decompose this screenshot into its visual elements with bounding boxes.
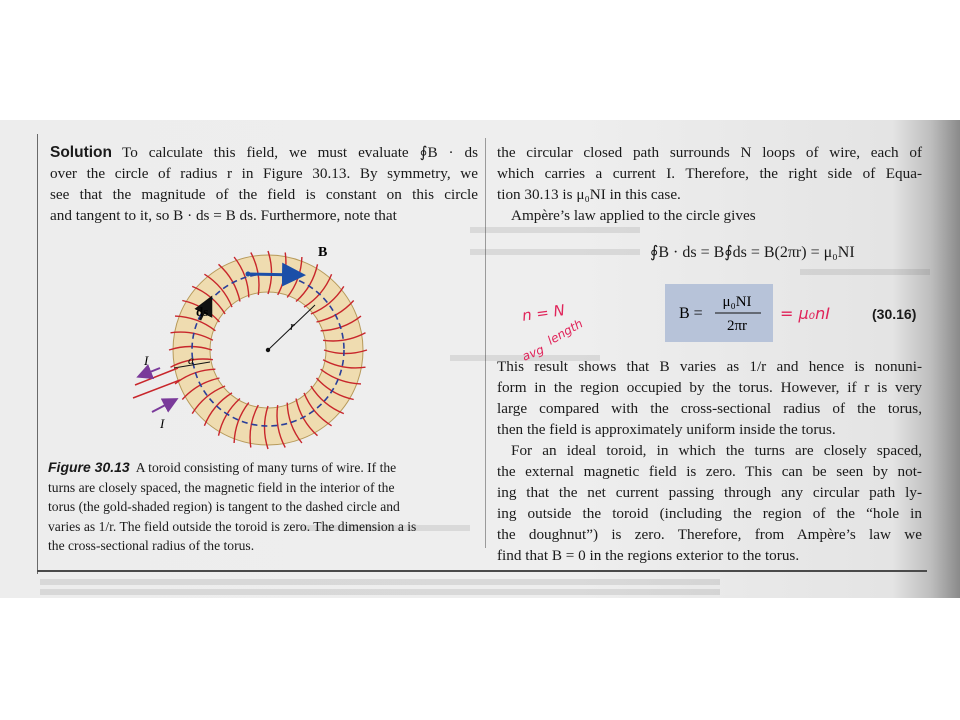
caption-line-1: Figure 30.13 A toroid consisting of many turns of wire. If the bbox=[48, 459, 397, 475]
label-b: B bbox=[318, 245, 328, 260]
ideal-line-2: the external magnetic field is zero. This can be seen by not- bbox=[497, 463, 922, 480]
ideal-line-3: ing that the net current passing through any circular path ly- bbox=[497, 484, 922, 501]
handwritten-n-equals: n = N bbox=[520, 301, 566, 325]
right-line-2: which carries a current I. Therefore, the right side of Equa- bbox=[497, 165, 922, 182]
toroid-diagram bbox=[130, 240, 380, 475]
ampere-equation: ∮B · ds = B∮ds = B(2πr) = μ₀NI bbox=[650, 244, 855, 261]
right-line-1: the circular closed path surrounds N loops of wire, each of bbox=[497, 144, 922, 161]
solution-line-1: Solution To calculate this field, we must evaluate ∮B · ds bbox=[50, 144, 478, 161]
equation-number: (30.16) bbox=[872, 306, 917, 322]
toroid-figure bbox=[130, 240, 380, 475]
handwritten-avg: avg bbox=[520, 342, 546, 364]
boxed-denominator: 2πr bbox=[726, 318, 748, 334]
label-i-top: I bbox=[144, 353, 149, 368]
right-column-paragraph bbox=[497, 142, 922, 226]
current-arrow-in bbox=[140, 368, 160, 376]
boxed-lhs: B = bbox=[679, 305, 703, 322]
result-line-1: This result shows that B varies as 1/r and hence is nonuni- bbox=[497, 358, 922, 375]
ideal-line-5: the doughnut”) is zero. Therefore, from Ampère’s law we bbox=[497, 526, 922, 543]
solution-paragraph bbox=[50, 142, 478, 226]
result-line-3: large compared with the cross-sectional radius of the torus, bbox=[497, 400, 922, 417]
figure-caption bbox=[48, 458, 478, 556]
label-r: r bbox=[290, 318, 296, 333]
solution-heading: Solution bbox=[50, 144, 112, 161]
ideal-line-1: For an ideal toroid, in which the turns are closely spaced, bbox=[511, 442, 922, 459]
boxed-numerator: μ₀NI bbox=[722, 294, 752, 310]
solution-line-3: see that the magnitude of the field is constant on this circle bbox=[50, 186, 478, 203]
solution-line-4: and tangent to it, so B · ds = B ds. Furthermore, note that bbox=[50, 207, 397, 224]
boxed-equation-render bbox=[665, 284, 773, 342]
caption-figure-label: Figure 30.13 bbox=[48, 459, 130, 475]
caption-line-3: torus (the gold-shaded region) is tangent to the dashed circle and bbox=[48, 499, 400, 514]
right-line-3: tion 30.13 is μ₀NI in this case. bbox=[497, 186, 681, 203]
ideal-line-4: ing outside the toroid (including the region of the “hole in bbox=[497, 505, 922, 522]
label-a: a bbox=[188, 353, 194, 367]
boxed-equation bbox=[665, 284, 773, 342]
handwritten-result: = μ₀nI bbox=[780, 304, 830, 323]
scanned-page bbox=[0, 120, 960, 598]
current-arrow-out bbox=[152, 400, 175, 412]
b-field-arrow bbox=[248, 274, 300, 275]
result-line-4: then the field is approximately uniform inside the torus. bbox=[497, 421, 836, 438]
caption-line-2: turns are closely spaced, the magnetic field in the interior of the bbox=[48, 479, 395, 495]
result-line-2: form in the region occupied by the torus. However, if r is very bbox=[497, 379, 922, 396]
label-i-bottom: I bbox=[160, 416, 165, 431]
handwritten-length: length bbox=[545, 316, 586, 348]
solution-line-2: over the circle of radius r in Figure 30.13. By symmetry, we bbox=[50, 165, 478, 182]
ideal-line-6: find that B = 0 in the regions exterior to the torus. bbox=[497, 547, 800, 564]
caption-line-5: the cross-sectional radius of the torus. bbox=[48, 538, 255, 553]
caption-line-4: varies as 1/r. The field outside the toroid is zero. The dimension a is bbox=[48, 518, 417, 534]
ampere-line: Ampère’s law applied to the circle gives bbox=[511, 207, 756, 224]
result-paragraph bbox=[497, 356, 922, 566]
label-ds: ds bbox=[196, 304, 209, 319]
